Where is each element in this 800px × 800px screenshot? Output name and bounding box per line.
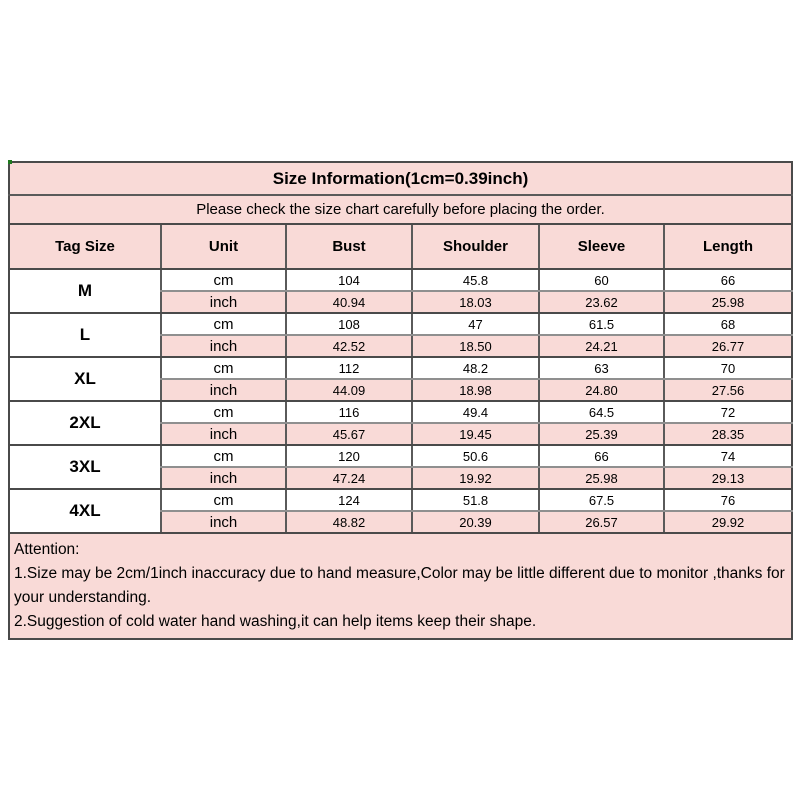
unit-cell: inch <box>161 511 286 533</box>
shoulder-cm-cell: 49.4 <box>412 401 539 423</box>
unit-cell: inch <box>161 379 286 401</box>
size-table <box>8 161 793 640</box>
unit-cell: cm <box>161 489 286 511</box>
bust-inch-cell: 44.09 <box>286 379 412 401</box>
size-tag-cell: L <box>9 313 161 357</box>
attention-line-1: 1.Size may be 2cm/1inch inaccuracy due to hand measure,Color may be little different due to monitor ,thanks for your understanding. <box>14 565 785 606</box>
sleeve-inch-cell: 24.21 <box>539 335 664 357</box>
unit-cell: inch <box>161 423 286 445</box>
bust-inch-cell: 40.94 <box>286 291 412 313</box>
shoulder-cm-cell: 51.8 <box>412 489 539 511</box>
table-row <box>9 401 792 423</box>
bust-cm-cell: 104 <box>286 269 412 291</box>
sleeve-inch-cell: 24.80 <box>539 379 664 401</box>
shoulder-cm-cell: 47 <box>412 313 539 335</box>
unit-cell: cm <box>161 313 286 335</box>
sleeve-cm-cell: 67.5 <box>539 489 664 511</box>
unit-cell: inch <box>161 291 286 313</box>
bust-cm-cell: 116 <box>286 401 412 423</box>
table-row <box>9 445 792 467</box>
shoulder-inch-cell: 18.98 <box>412 379 539 401</box>
length-inch-cell: 27.56 <box>664 379 792 401</box>
size-tag-cell: 3XL <box>9 445 161 489</box>
size-chart <box>8 161 791 640</box>
attention-heading: Attention: <box>14 541 80 558</box>
length-cm-cell: 74 <box>664 445 792 467</box>
column-header-sleeve: Sleeve <box>539 224 664 269</box>
bust-cm-cell: 124 <box>286 489 412 511</box>
size-tag-cell: M <box>9 269 161 313</box>
length-cm-cell: 70 <box>664 357 792 379</box>
length-cm-cell: 72 <box>664 401 792 423</box>
column-header-unit: Unit <box>161 224 286 269</box>
unit-cell: cm <box>161 357 286 379</box>
size-tag-cell: 4XL <box>9 489 161 533</box>
table-row <box>9 269 792 291</box>
shoulder-cm-cell: 45.8 <box>412 269 539 291</box>
bust-inch-cell: 48.82 <box>286 511 412 533</box>
column-header-bust: Bust <box>286 224 412 269</box>
bust-inch-cell: 42.52 <box>286 335 412 357</box>
length-cm-cell: 66 <box>664 269 792 291</box>
shoulder-cm-cell: 48.2 <box>412 357 539 379</box>
shoulder-inch-cell: 18.50 <box>412 335 539 357</box>
bust-cm-cell: 112 <box>286 357 412 379</box>
sleeve-cm-cell: 64.5 <box>539 401 664 423</box>
unit-cell: inch <box>161 467 286 489</box>
length-inch-cell: 28.35 <box>664 423 792 445</box>
bust-cm-cell: 108 <box>286 313 412 335</box>
column-header-tag-size: Tag Size <box>9 224 161 269</box>
bust-inch-cell: 47.24 <box>286 467 412 489</box>
size-tag-cell: XL <box>9 357 161 401</box>
shoulder-inch-cell: 18.03 <box>412 291 539 313</box>
sleeve-cm-cell: 60 <box>539 269 664 291</box>
column-header-length: Length <box>664 224 792 269</box>
shoulder-inch-cell: 20.39 <box>412 511 539 533</box>
sleeve-cm-cell: 63 <box>539 357 664 379</box>
bust-inch-cell: 45.67 <box>286 423 412 445</box>
column-header-shoulder: Shoulder <box>412 224 539 269</box>
sleeve-cm-cell: 61.5 <box>539 313 664 335</box>
length-inch-cell: 29.92 <box>664 511 792 533</box>
shoulder-cm-cell: 50.6 <box>412 445 539 467</box>
size-tag-cell: 2XL <box>9 401 161 445</box>
bust-cm-cell: 120 <box>286 445 412 467</box>
sleeve-inch-cell: 25.98 <box>539 467 664 489</box>
table-subtitle: Please check the size chart carefully before placing the order. <box>9 195 792 224</box>
shoulder-inch-cell: 19.45 <box>412 423 539 445</box>
length-inch-cell: 29.13 <box>664 467 792 489</box>
sleeve-cm-cell: 66 <box>539 445 664 467</box>
table-row <box>9 489 792 511</box>
table-row <box>9 313 792 335</box>
length-cm-cell: 68 <box>664 313 792 335</box>
unit-cell: cm <box>161 269 286 291</box>
length-inch-cell: 25.98 <box>664 291 792 313</box>
corner-artifact-dot <box>8 160 12 164</box>
table-title: Size Information(1cm=0.39inch) <box>9 162 792 195</box>
sleeve-inch-cell: 23.62 <box>539 291 664 313</box>
unit-cell: cm <box>161 445 286 467</box>
attention-line-2: 2.Suggestion of cold water hand washing,it can help items keep their shape. <box>14 613 537 630</box>
unit-cell: cm <box>161 401 286 423</box>
length-inch-cell: 26.77 <box>664 335 792 357</box>
table-row <box>9 357 792 379</box>
unit-cell: inch <box>161 335 286 357</box>
sleeve-inch-cell: 25.39 <box>539 423 664 445</box>
sleeve-inch-cell: 26.57 <box>539 511 664 533</box>
length-cm-cell: 76 <box>664 489 792 511</box>
shoulder-inch-cell: 19.92 <box>412 467 539 489</box>
attention-note <box>9 533 792 639</box>
